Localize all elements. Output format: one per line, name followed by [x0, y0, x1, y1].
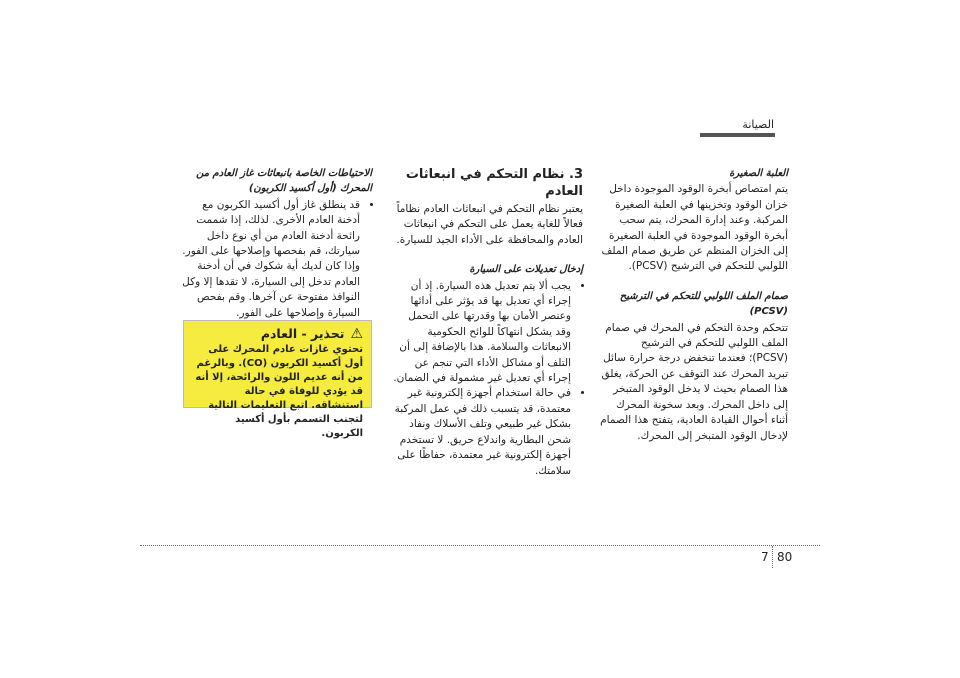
canister-heading: العلبة الصغيرة — [729, 168, 788, 179]
bullet-item: • في حالة استخدام أجهزة إلكترونية غير معتمدة، قد يتسبب ذلك في عمل المركبة بشكل غير طبيعي وتلف الأسلاك ونفاد شحن البطارية واندلاع حريق. لا تستخدم أجهزة إلكترونية غير معتمدة، حفاظًا على سلامتك. — [390, 386, 571, 478]
pcsv-heading: صمام الملف اللولبي للتحكم في الترشيح (PCSV) — [619, 290, 788, 318]
canister-text: يتم امتصاص أبخرة الوقود الموجودة داخل خزان الوقود وتخزينها في العلبة الصغيرة المركبة. وعند إدارة المحرك، يتم سحب أبخرة الوقود الموجودة في العلبة الصغيرة إلى الخزان المنظم عن طريق صمام الملف اللولبي للتحكم في الترشيح (PCSV). — [601, 183, 788, 273]
page-number-divider — [772, 546, 773, 568]
bullet-item: • يجب ألا يتم تعديل هذه السيارة. إذ أن إجراء أي تعديل بها قد يؤثر على أدائها وعنصر الأمان بها وقدرتها على التحمل وقد يشكل انتهاكاً للوائح الحكومية الانبعاثات والسلامة. هذا بالإضافة إلى أن التلف أو مشاكل الأداء التي تنجم عن إجراء أي تعديل غير مشمولة في الضمان. — [390, 279, 571, 387]
warning-box — [183, 320, 372, 439]
modification-heading: إدخال تعديلات على السيارة — [469, 264, 583, 276]
co-precautions-heading: الاحتياطات الخاصة بانبعاثات غاز العادم من المحرك (أول أكسيد الكربون) — [196, 168, 372, 195]
emission-control-title: 3. نظام التحكم في انبعاثات العادم — [405, 167, 583, 199]
footer-divider — [140, 545, 820, 546]
emission-control-intro: يعتبر نظام التحكم في انبعاثات العادم نظاماً فعالاً للغاية يعمل على التحكم في انبعاثات العادم والمحافظة على الأداء الجيد للسيارة. — [396, 203, 583, 246]
pcsv-text: تتحكم وحدة التحكم في المحرك في صمام الملف اللولبي للتحكم في الترشيح (PCSV)؛ فعندما تنخفض درجة حرارة سائل تبريد المحرك عند التوقف عن الحركة، يغلق هذا الصمام بحيث لا يدخل الوقود المتبخر إلى داخل المحرك. وبعد سخونة المحرك أثناء أحوال القيادة العادية، يتفتح هذا الصمام لإدخال الوقود المتبخر إلى المحرك. — [600, 321, 788, 442]
section-title: الصيانة — [742, 118, 774, 131]
page-number: 80 — [777, 550, 793, 564]
chapter-number: 7 — [761, 550, 769, 564]
header-bar — [700, 133, 775, 137]
right-column — [600, 166, 788, 444]
warning-text: تحتوي غازات عادم المحرك على أول أكسيد الكربون (CO). وبالرغم من أنه عديم اللون والرائحة، إلا أنه قد يؤدي للوفاة في حالة استنشاقه. اتبع التعليمات التالية لتجنب التسمم بأول أكسيد الكربون. — [195, 344, 363, 439]
warning-triangle-icon: ⚠ — [350, 326, 363, 342]
left-column — [180, 166, 372, 321]
middle-column — [390, 166, 583, 479]
warning-title: تحذير - العادم — [260, 326, 345, 341]
bullet-item: • قد ينطلق غاز أول أكسيد الكربون مع أدخنة العادم الأخرى. لذلك، إذا شممت رائحة أدخنة العادم من أي نوع داخل سيارتك، قم بفحصها وإصلاحها على الفور. وإذا كان لديك أية شكوك في أن أدخنة العادم تدخل إلى السيارة، لا تقدها إلا وكل النوافذ مفتوحة عن آخرها. وقم بفحص السيارة وإصلاحها على الفور. — [180, 198, 360, 321]
